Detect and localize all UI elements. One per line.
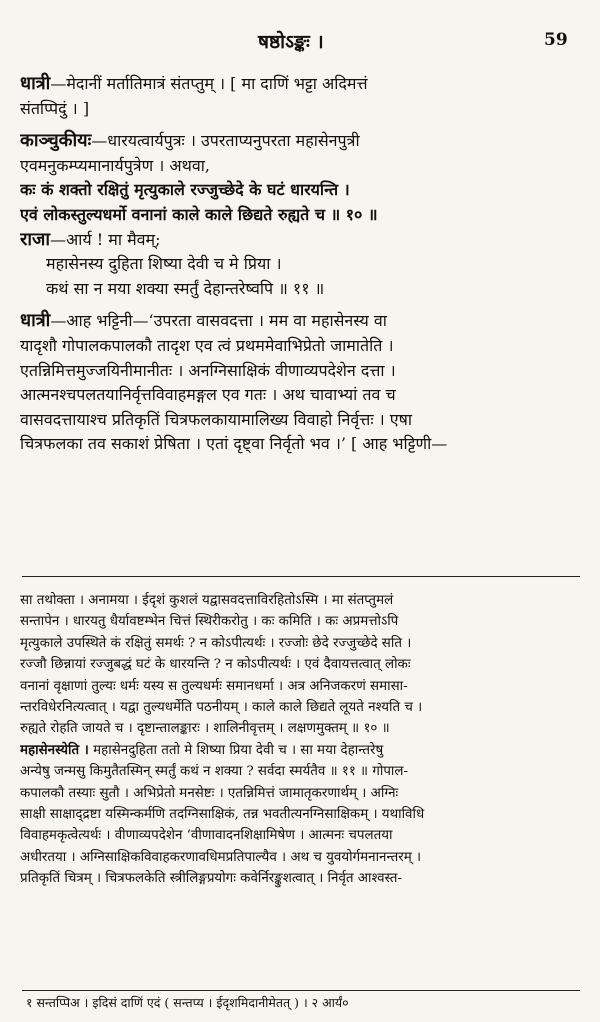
spacer [20, 121, 582, 129]
commentary-line [20, 825, 582, 846]
text-line [20, 432, 582, 457]
text-line [20, 383, 582, 408]
commentary-line [20, 633, 582, 654]
text-line [20, 334, 582, 359]
dialogue-text: वासवदत्तायाश्च प्रतिकृतिं चित्रफलकायामालिख्य विवाहो निर्वृत्तः । एषा [20, 409, 413, 429]
commentary-line [20, 697, 582, 718]
commentary-line [20, 676, 582, 697]
commentary-text: रुह्यते रोहति जायते च । दृष्टान्तालङ्कारः । शालिनीवृत्तम् । लक्षणमुक्तम् ॥ १० ॥ [20, 721, 390, 737]
dialogue-text: —आह भट्टिनी—‘उपरता वासवदत्ता । मम वा महासेनस्य वा [50, 311, 387, 331]
commentary-line [20, 783, 582, 804]
text-line [20, 359, 582, 384]
speaker-name: धात्री [20, 73, 51, 94]
text-line [20, 129, 582, 154]
commentary-line [20, 804, 582, 825]
commentary-line [20, 868, 582, 889]
dialogue-text: —आर्य ! मा मैवम्; [50, 229, 161, 249]
text-line [20, 228, 582, 253]
commentary-line [20, 740, 582, 761]
dialogue-text: एतन्निमित्तमुज्जयिनीमानीतः । अनग्निसाक्षिकं वीणाव्यपदेशेन दत्ता । [20, 360, 396, 380]
verse-line [20, 203, 582, 228]
dialogue-text: एवमनुकम्प्यमानार्यपुत्रेण । अथवा, [20, 155, 210, 175]
commentary-lemma: महासेनस्येति । [20, 741, 89, 758]
commentary-text: रज्जौ छिन्नायां रज्जुबद्धं घटं के धारयन्ति ? न कोऽपीत्यर्थः । एवं दैवायत्तत्वात् लोकः [20, 657, 411, 673]
dialogue-text: —मेदानीं मर्तातिमात्रं संतप्तुम् । [ मा दाणिं भट्टा अदिमत्तं [50, 74, 368, 93]
commentary-text: प्रतिकृतिं चित्रम् । चित्रफलकेति स्त्रीलिङ्गप्रयोगः कवेर्निरङ्कुशत्वात् । निर्वृत आश्वस्त- [20, 871, 402, 887]
commentary-text: सन्तापेन । धारयतु धैर्यावष्टम्भेन चित्तं स्थिरीकरोतु । कः कमिति । कः अप्रमत्तोऽपि [20, 614, 399, 630]
commentary-text: मृत्युकाले उपस्थिते कं रक्षितुं समर्थः ? न कोऽपीत्यर्थः । रज्जोः छेदे रज्जुच्छेदे सति । [20, 635, 412, 651]
text-line [20, 154, 582, 179]
text-line [20, 309, 582, 334]
spacer [20, 301, 582, 309]
commentary-text: अन्येषु जन्मसु किमुतैतस्मिन् स्मर्तुं कथं न शक्या ? सर्वदा स्मर्यतैव ॥ ११ ॥ गोपाल- [20, 764, 409, 780]
commentary-text: न्तरविधेरनित्यत्वात् । यद्वा तुल्यधर्मेति पठनीयम् । काले काले छिद्यते लूयते नश्यति च । [20, 700, 423, 716]
commentary-text: महासेनदुहिता ततो मे शिष्या प्रिया देवी च । सा मया देहान्तरेषु [88, 742, 384, 758]
speaker-name: धात्री [20, 310, 51, 332]
commentary-text: विवाहमकृत्वेत्यर्थः । वीणाव्यपदेशेन ‘वीणावादनशिक्षामिषेण । आत्मनः चपलतया [20, 828, 393, 844]
act-title: षष्ठोऽङ्कः । [258, 31, 324, 53]
commentary-line [20, 654, 582, 675]
dialogue-text: संतप्पिदुं । ] [20, 98, 90, 118]
text-line [20, 72, 582, 97]
commentary-text: अधीरतया । अग्निसाक्षिकविवाहकरणावधिमप्रतिपाल्यैव । अथ च युवयोर्गमनानन्तरम् । [20, 849, 422, 865]
verse-line [20, 277, 582, 302]
speaker-name: राजा [20, 228, 51, 250]
commentary-line [20, 611, 582, 632]
commentary-line [20, 761, 582, 782]
dialogue-text: —धारयत्वार्यपुत्रः । उपरताप्यनुपरता महासेनपुत्री [91, 131, 360, 151]
dialogue-text: आत्मनश्चपलतयानिर्वृत्तविवाहमङ्गल एव गतः । अथ चावाभ्यां तव च [20, 385, 396, 405]
verse-text: एवं लोकस्तुल्यधर्मो वनानां काले काले छिद्यते रुह्यते च ॥ १० ॥ [20, 204, 378, 224]
verse-line [20, 178, 582, 203]
commentary-text: सा तथोक्ता । अनामया । ईदृशं कुशलं यद्वासवदत्ताविरहितोऽस्मि । मा संतप्तुमलं [20, 593, 394, 608]
verse-text: महासेनस्य दुहिता शिष्या देवी च मे प्रिया । [46, 254, 282, 274]
commentary-line [20, 847, 582, 868]
commentary-line [20, 590, 582, 611]
verse-text: कः कं शक्तो रक्षितुं मृत्युकाले रज्जुच्छेदे के घटं धारयन्ति । [20, 180, 350, 200]
commentary-text: कपालकौ तस्याः सुतौ । अभिप्रेतो मनसेष्टः । एतन्निमित्तं जामातृकरणार्थम् । अग्निः [20, 785, 399, 801]
text-line [20, 97, 582, 122]
page-number: 59 [544, 30, 568, 50]
commentary-line [20, 718, 582, 739]
text-line [20, 408, 582, 433]
dialogue-text: यादृशौ गोपालकपालकौ तादृश एव त्वं प्रथममेवाभिप्रेतो जामातेति । [20, 335, 394, 355]
footnote-divider [22, 990, 580, 991]
verse-text: कथं सा न मया शक्या स्मर्तुं देहान्तरेष्वपि ॥ ११ ॥ [46, 278, 325, 298]
dialogue-text: चित्रफलका तव सकाशं प्रेषिता । एतां दृष्ट्वा निर्वृतो भव ।’ [ आह भट्टिणी— [20, 434, 448, 454]
speaker-name: काञ्चुकीयः [20, 130, 92, 152]
page-header [0, 28, 600, 56]
verse-line [20, 252, 582, 277]
section-divider [22, 576, 580, 577]
commentary-text: वनानां वृक्षाणां तुल्यः धर्मः यस्य स तुल्यधर्मः समानधर्मा । अत्र अनिजकरणं समासा- [20, 678, 408, 694]
main-text [20, 72, 582, 457]
commentary-text: साक्षी साक्षाद्द्रष्टा यस्मिन्कर्मणि तदग्निसाक्षिकं, तन्न भवतीत्यनग्निसाक्षिकम् । यथाविधि [20, 807, 425, 823]
commentary [20, 590, 582, 890]
footnote: १ सन्तप्पिअ । इदिसं दाणिं एदं ( सन्तप्य । ईदृशमिदानीमेतत् ) । २ आर्यं० [26, 995, 349, 1010]
